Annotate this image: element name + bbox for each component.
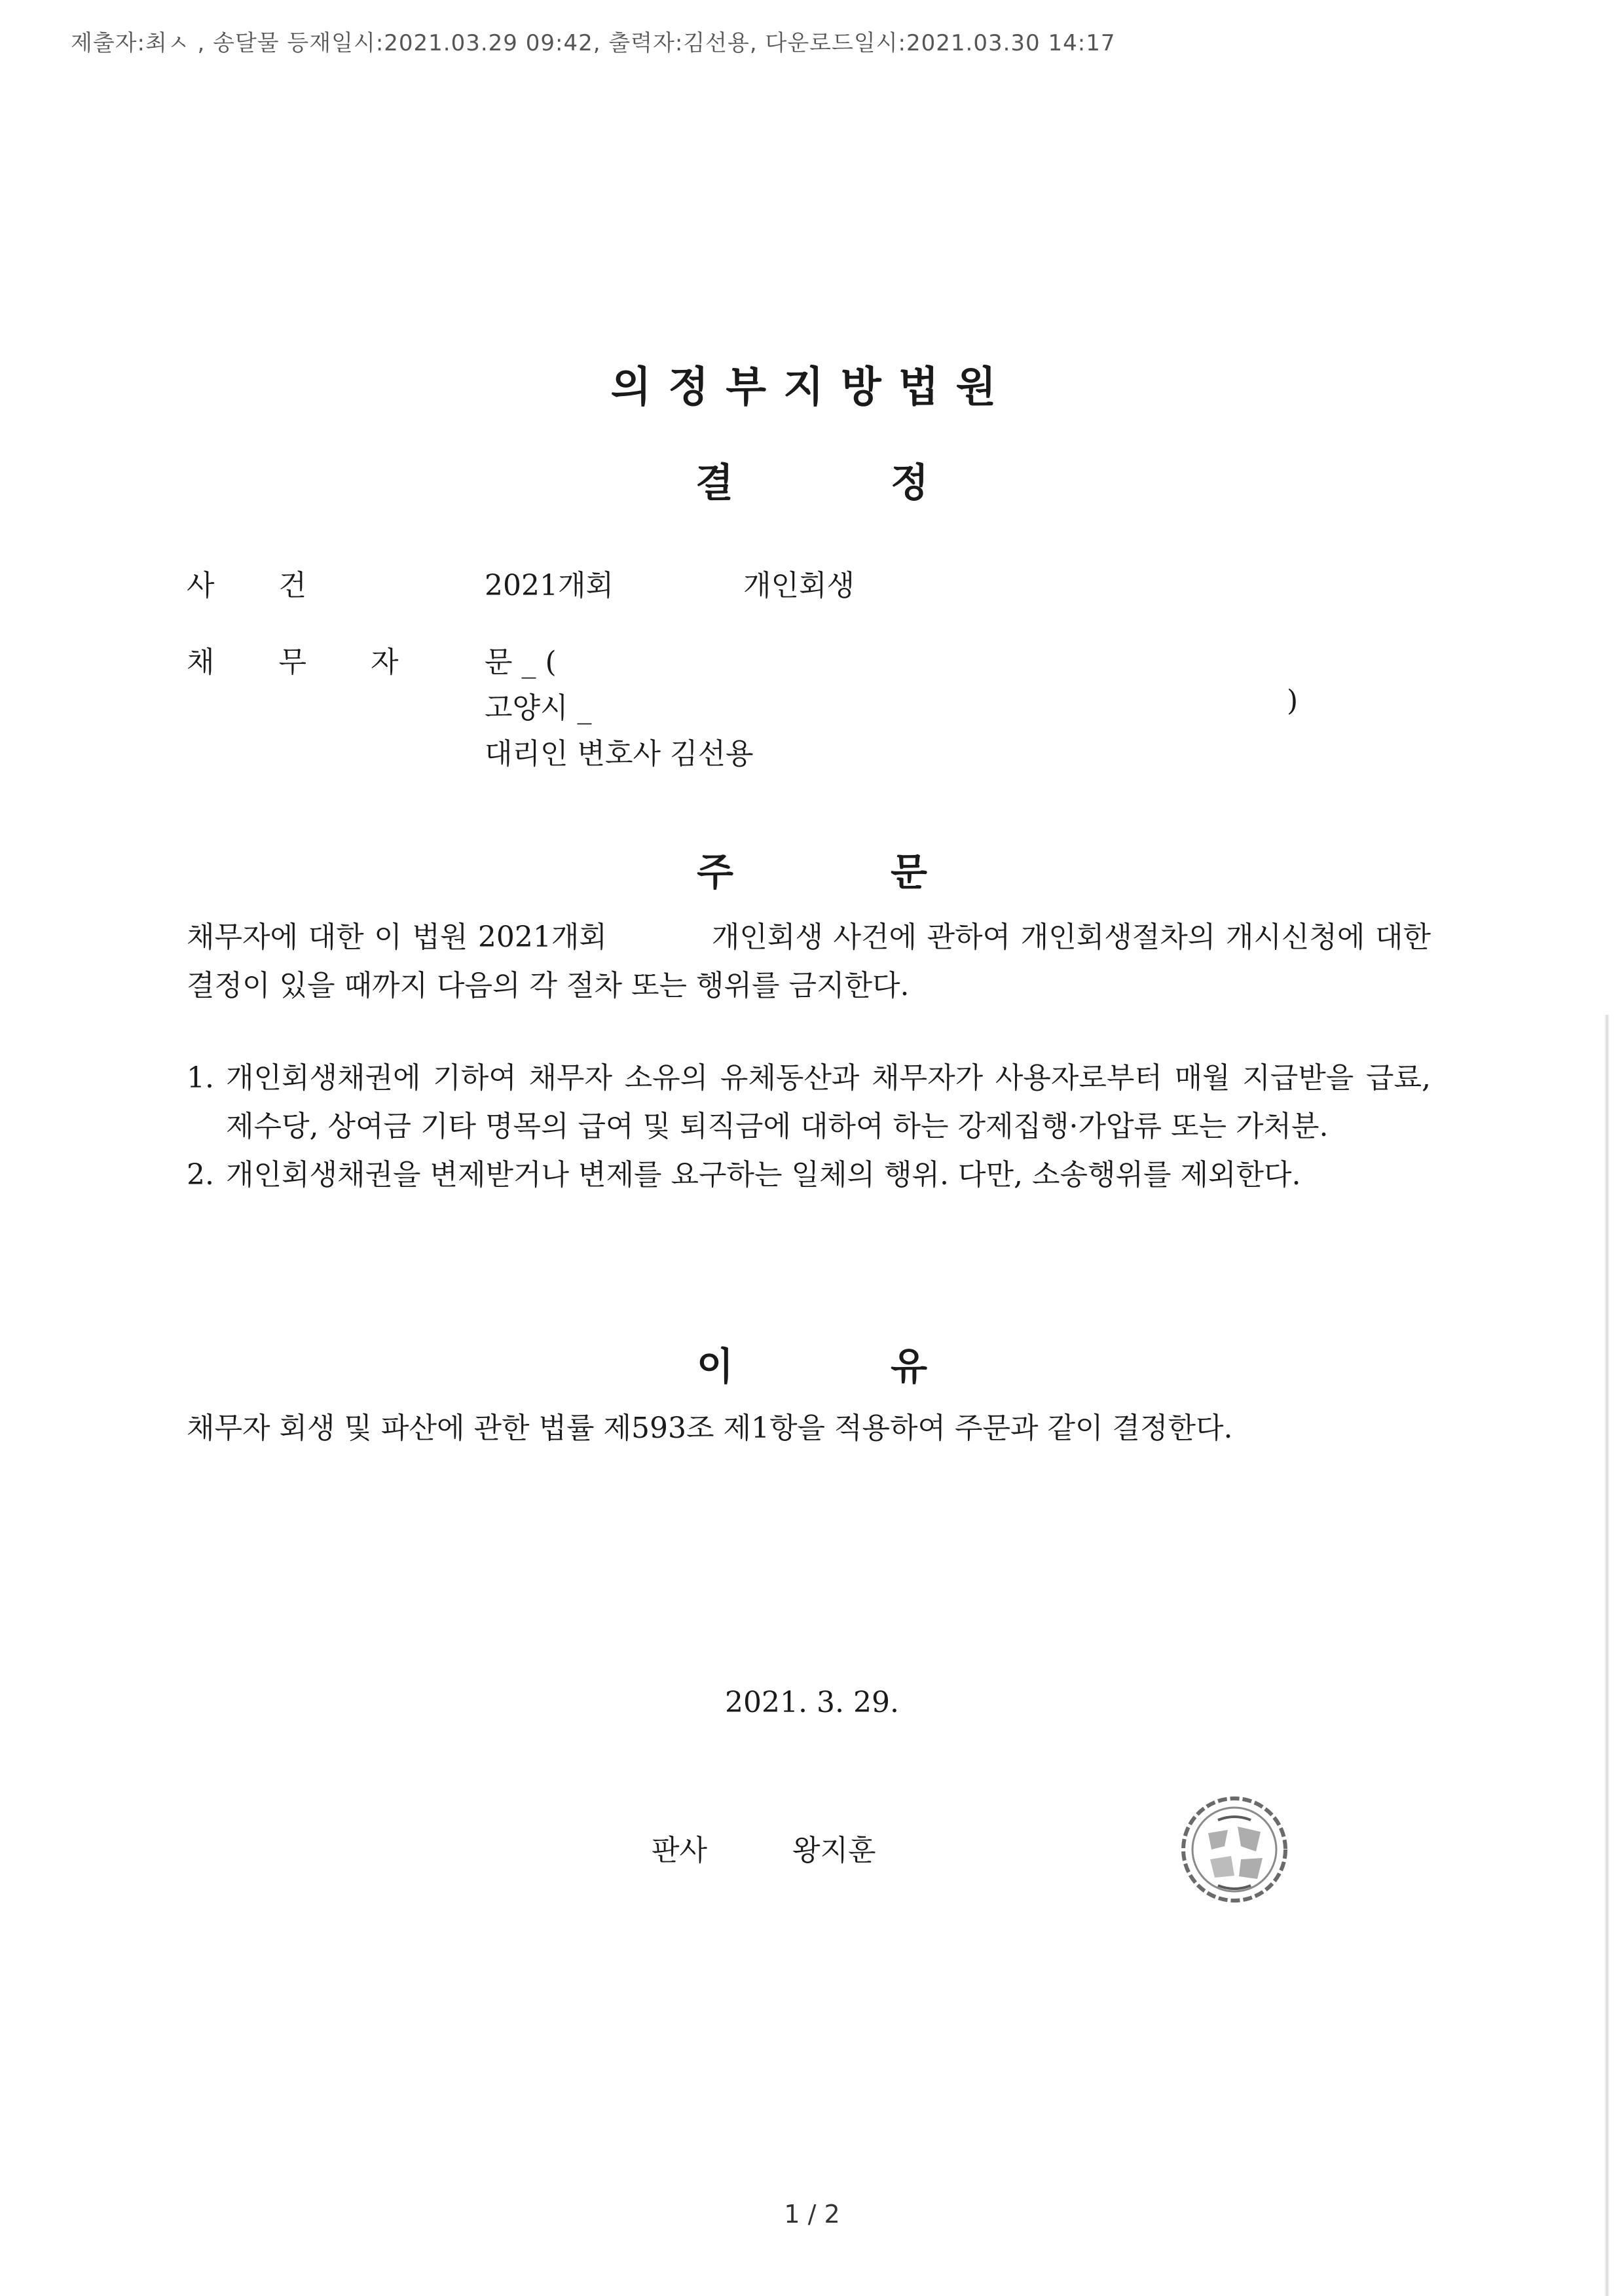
debtor-address-tail: ): [1287, 684, 1299, 718]
document-title: [0, 452, 1624, 508]
order-intro: [187, 913, 1431, 1010]
case-number: 2021개회: [485, 569, 614, 602]
debtor-name: 문 _ (: [485, 646, 557, 679]
order-intro-part-2: 개인회생 사건에 관하여 개인회생절차의 개시신청에 대한 결정이 있을 때까지 다음의 각 절차 또는 행위를 금지한다.: [187, 920, 1431, 1002]
order-item-number: 1.: [187, 1061, 214, 1095]
reason-heading-right: 유: [891, 1344, 928, 1389]
order-heading-right: 문: [891, 850, 928, 894]
page-number: 1 / 2: [784, 2200, 840, 2229]
order-heading: [0, 841, 1624, 896]
order-heading-left: 주: [696, 850, 733, 894]
download-stamp-header: 제출자:최ㅅ , 송달물 등재일시:2021.03.29 09:42, 출력자:김선용, 다운로드일시:2021.03.30 14:17: [71, 30, 1116, 56]
judge-title: 판사: [652, 1834, 708, 1867]
order-items: [187, 1054, 1431, 1199]
title-left-char: 결: [695, 460, 733, 506]
debtor-agent: 대리인 변호사 김선용: [485, 737, 754, 771]
order-item-text: 개인회생채권을 변제받거나 변제를 요구하는 일체의 행위. 다만, 소송행위를 제외한다.: [226, 1158, 1301, 1192]
judge-seal-icon: [1179, 1794, 1290, 1905]
reason-text: 채무자 회생 및 파산에 관한 법률 제593조 제1항을 적용하여 주문과 같이 결정한다.: [187, 1412, 1233, 1445]
debtor-label: 채무자: [187, 646, 463, 679]
court-name: 의정부지방법원: [610, 363, 1014, 412]
order-intro-part-1: 채무자에 대한 이 법원 2021개회: [187, 920, 607, 954]
scan-edge: [1604, 1015, 1610, 2296]
case-label: 사건: [187, 569, 371, 602]
title-right-char: 정: [891, 460, 929, 506]
reason-heading-left: 이: [696, 1344, 733, 1389]
order-item: [187, 1151, 1431, 1199]
case-type: 개인회생: [743, 569, 855, 602]
decision-date: 2021. 3. 29.: [725, 1686, 899, 1719]
judge-name: 왕지훈: [792, 1834, 876, 1867]
order-item: [187, 1054, 1431, 1151]
debtor-address: 고양시 _: [485, 691, 592, 725]
reason-heading: [0, 1336, 1624, 1391]
order-item-number: 2.: [187, 1158, 214, 1192]
order-item-text: 개인회생채권에 기하여 채무자 소유의 유체동산과 채무자가 사용자로부터 매월 지급받을 급료, 제수당, 상여금 기타 명목의 급여 및 퇴직금에 대하여 하는 강제집행·가압류 또는 가처분.: [226, 1061, 1431, 1143]
